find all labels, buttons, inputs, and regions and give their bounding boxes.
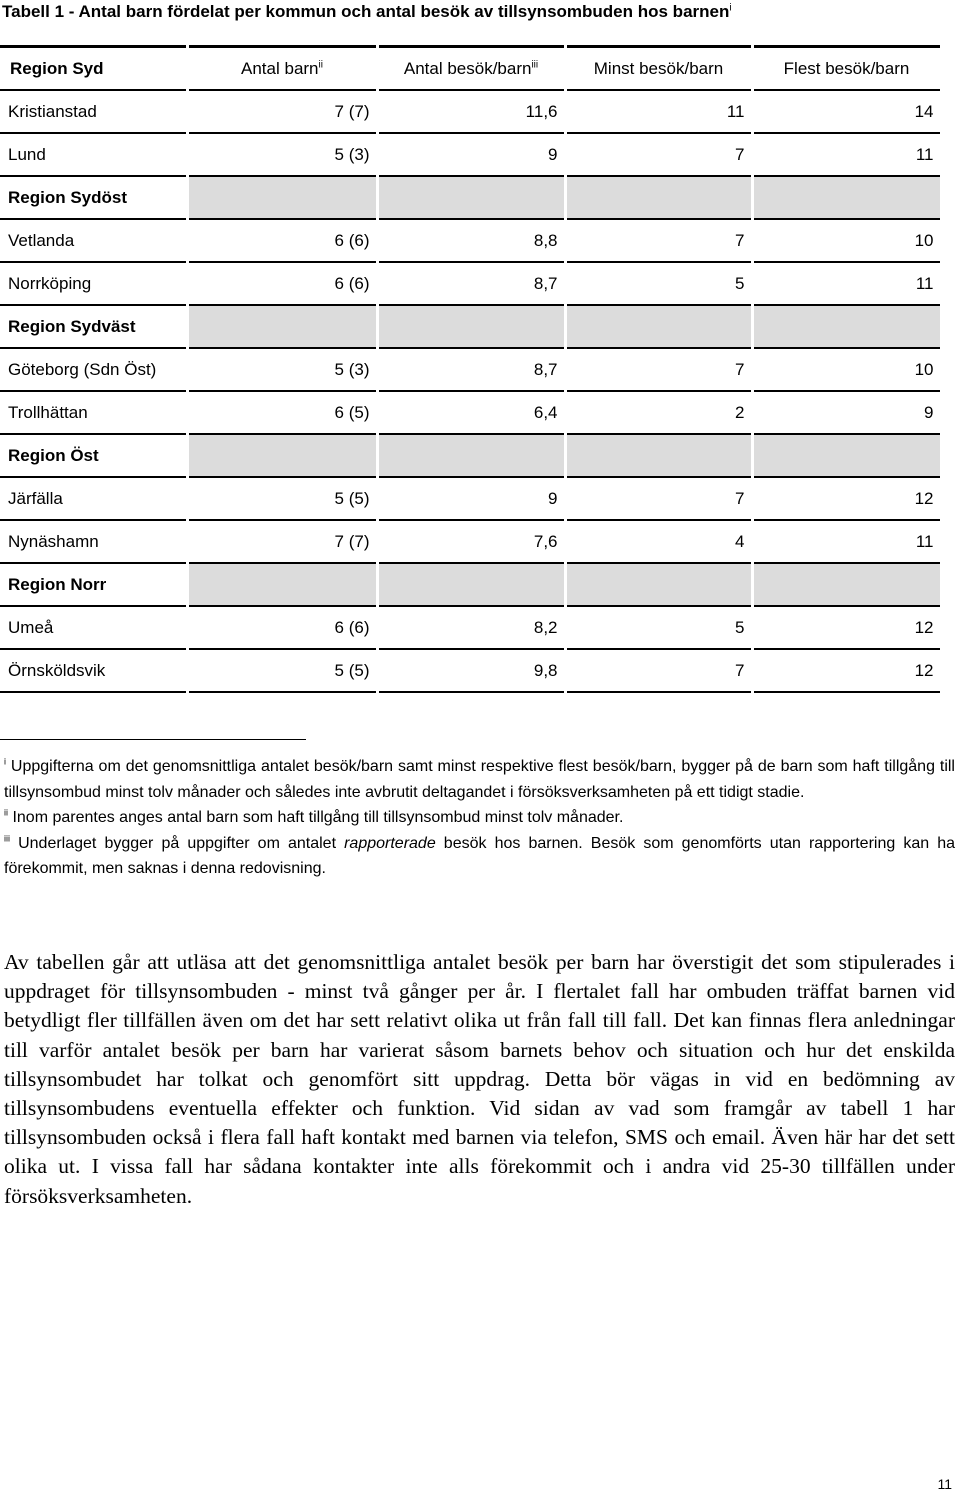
value-cell: 7,6 — [377, 520, 565, 563]
value-cell: 5 — [565, 606, 752, 649]
footnote-mark: i — [4, 756, 6, 767]
value-cell: 7 (7) — [187, 90, 377, 133]
value-cell: 8,8 — [377, 219, 565, 262]
footnote-mark: iii — [4, 833, 10, 844]
value-cell: 7 — [565, 649, 752, 692]
value-cell: 10 — [752, 348, 941, 391]
footnote-2 — [4, 805, 955, 831]
footnote-separator — [0, 739, 306, 740]
table-row — [0, 262, 941, 305]
value-cell: 14 — [752, 90, 941, 133]
value-cell: 5 (3) — [187, 133, 377, 176]
shaded-cell — [565, 563, 752, 606]
value-cell: 12 — [752, 477, 941, 520]
table-row — [0, 391, 941, 434]
value-cell: 5 — [565, 262, 752, 305]
header-cell — [565, 47, 752, 91]
shaded-cell — [752, 563, 941, 606]
table-row — [0, 219, 941, 262]
data-table — [0, 45, 943, 693]
caption-text: Tabell 1 - Antal barn fördelat per kommun och antal besök av tillsynsombuden hos barnen — [2, 2, 730, 21]
municipality-cell: Vetlanda — [0, 219, 187, 262]
region-name-cell: Region Norr — [0, 563, 187, 606]
region-row — [0, 563, 941, 606]
table-header-row — [0, 47, 941, 91]
value-cell: 9,8 — [377, 649, 565, 692]
value-cell: 11 — [565, 90, 752, 133]
table-row — [0, 520, 941, 563]
shaded-cell — [187, 434, 377, 477]
shaded-cell — [187, 305, 377, 348]
table-row — [0, 348, 941, 391]
shaded-cell — [187, 563, 377, 606]
value-cell: 2 — [565, 391, 752, 434]
municipality-cell: Umeå — [0, 606, 187, 649]
table-caption — [2, 2, 732, 22]
municipality-cell: Kristianstad — [0, 90, 187, 133]
value-cell: 6,4 — [377, 391, 565, 434]
header-cell — [187, 47, 377, 91]
header-cell — [377, 47, 565, 91]
municipality-cell: Nynäshamn — [0, 520, 187, 563]
header-label: Flest besök/barn — [783, 58, 910, 78]
table-row — [0, 90, 941, 133]
region-name-cell: Region Sydöst — [0, 176, 187, 219]
header-label: Minst besök/barn — [593, 58, 724, 78]
value-cell: 10 — [752, 219, 941, 262]
value-cell: 5 (5) — [187, 649, 377, 692]
value-cell: 12 — [752, 649, 941, 692]
header-footnote-mark: iii — [531, 58, 539, 70]
value-cell: 11,6 — [377, 90, 565, 133]
value-cell: 7 — [565, 477, 752, 520]
value-cell: 11 — [752, 133, 941, 176]
region-name-cell: Region Sydväst — [0, 305, 187, 348]
value-cell: 6 (6) — [187, 262, 377, 305]
value-cell: 5 (3) — [187, 348, 377, 391]
footnote-3 — [4, 831, 955, 882]
footnote-text-start: Underlaget bygger på uppgifter om antalet — [18, 834, 345, 852]
value-cell: 7 — [565, 133, 752, 176]
shaded-cell — [565, 176, 752, 219]
value-cell: 7 — [565, 348, 752, 391]
value-cell: 12 — [752, 606, 941, 649]
region-name-cell: Region Öst — [0, 434, 187, 477]
footnotes — [4, 754, 955, 882]
shaded-cell — [187, 176, 377, 219]
table-row — [0, 606, 941, 649]
header-footnote-mark: ii — [318, 58, 323, 70]
region-row — [0, 434, 941, 477]
table-row — [0, 649, 941, 692]
value-cell: 7 (7) — [187, 520, 377, 563]
value-cell: 5 (5) — [187, 477, 377, 520]
value-cell: 8,7 — [377, 348, 565, 391]
municipality-cell: Järfälla — [0, 477, 187, 520]
value-cell: 8,2 — [377, 606, 565, 649]
municipality-cell: Göteborg (Sdn Öst) — [0, 348, 187, 391]
value-cell: 6 (5) — [187, 391, 377, 434]
shaded-cell — [565, 305, 752, 348]
shaded-cell — [752, 176, 941, 219]
header-cell — [0, 47, 187, 91]
page-number: 11 — [937, 1476, 952, 1492]
value-cell: 4 — [565, 520, 752, 563]
body-paragraph: Av tabellen går att utläsa att det genomsnittliga antalet besök per barn har överstigit det som stipulerades i uppdraget för tillsynsombuden - minst två gånger per år. I flertalet fall har ombuden träffat barnen vid betydligt fler tillfällen även om det har sett relativt olika ut från fall till fall. Det kan finnas flera anledningar till varför antalet besök per barn har varierat såsom barnets behov och situation och hur det enskilda tillsynsombudet har tolkat och genomfört sitt uppdrag. Detta bör vägas in vid en bedömning av tillsynsombudens eventuella effekter och funktion. Vid sidan av vad som framgår av tabell 1 har tillsynsombuden också i flera fall haft kontakt med barnen via telefon, SMS och email. Även här har det sett olika ut. I vissa fall har sådana kontakter inte alls förekommit och i andra vid 25-30 tillfällen under försöksverksamheten. — [4, 950, 955, 1208]
table-row — [0, 477, 941, 520]
shaded-cell — [377, 176, 565, 219]
table-row — [0, 133, 941, 176]
footnote-text: Inom parentes anges antal barn som haft tillgång till tillsynsombud minst tolv månader. — [12, 809, 624, 826]
footnote-emphasis: rapporterade — [344, 834, 436, 852]
shaded-cell — [377, 434, 565, 477]
value-cell: 6 (6) — [187, 219, 377, 262]
footnote-mark: ii — [4, 807, 8, 818]
region-row — [0, 305, 941, 348]
region-row — [0, 176, 941, 219]
shaded-cell — [377, 305, 565, 348]
value-cell: 9 — [377, 133, 565, 176]
municipality-cell: Trollhättan — [0, 391, 187, 434]
header-label: Region Syd — [10, 58, 104, 78]
value-cell: 11 — [752, 520, 941, 563]
value-cell: 6 (6) — [187, 606, 377, 649]
shaded-cell — [565, 434, 752, 477]
value-cell: 8,7 — [377, 262, 565, 305]
value-cell: 7 — [565, 219, 752, 262]
shaded-cell — [377, 563, 565, 606]
caption-footnote-mark: i — [729, 2, 732, 14]
footnote-1 — [4, 754, 955, 805]
municipality-cell: Örnsköldsvik — [0, 649, 187, 692]
municipality-cell: Lund — [0, 133, 187, 176]
value-cell: 9 — [377, 477, 565, 520]
header-label: Antal besök/barn — [403, 58, 532, 78]
footnote-text-end: besök hos barnen. Besök som genomförts utan rapportering kan ha förekommit, men saknas i denna redovisning. — [4, 834, 956, 877]
header-label: Antal barn — [241, 58, 319, 78]
shaded-cell — [752, 434, 941, 477]
shaded-cell — [752, 305, 941, 348]
value-cell: 9 — [752, 391, 941, 434]
municipality-cell: Norrköping — [0, 262, 187, 305]
header-cell — [752, 47, 941, 91]
value-cell: 11 — [752, 262, 941, 305]
footnote-text: Uppgifterna om det genomsnittliga antalet besök/barn samt minst respektive flest besök/barn, bygger på de barn som haft tillgång till tillsynsombud minst tolv månader och således inte avbrutit deltagandet i försöksverksamheten på ett tidigt stadie. — [4, 758, 955, 801]
